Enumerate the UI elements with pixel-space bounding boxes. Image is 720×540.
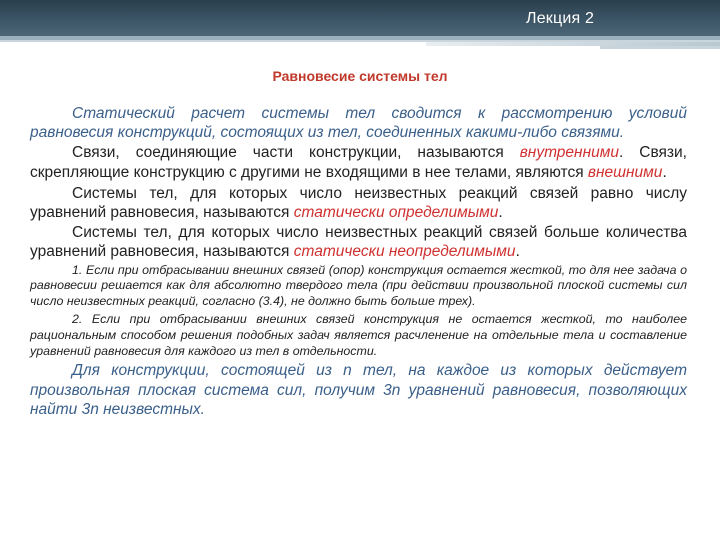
text: . Связи, скрепляющие конструкцию с другими не входящими в нее телами, являются: [30, 144, 687, 181]
paragraph-rule-1: 1. Если при отбрасывании внешних связей (опор) конструкция остается жесткой, то для нее задача о равновесии решается как для абсолютно твердого тела (при действии произвольной плоской системы сил число неизвестных реакций, согласно (3.4), не должно быть больше трех).: [30, 262, 687, 309]
text: .: [662, 163, 667, 181]
paragraph-indeterminate: [30, 223, 687, 261]
text: .: [498, 204, 503, 222]
slide-heading: Равновесие системы тел: [272, 68, 448, 84]
paragraph-determinate: [30, 184, 687, 222]
paragraph-conclusion: Для конструкции, состоящей из n тел, на каждое из которых действует произвольная плоская система сил, получим 3n уравнений равновесия, позволяющих найти 3n неизвестных.: [30, 362, 687, 418]
text: .: [515, 243, 520, 261]
term-internal: внутренними: [519, 144, 619, 162]
paragraph-intro: Статический расчет системы тел сводится к рассмотрению условий равновесия конструкций, состоящих из тел, соединенных какими-либо связями.: [30, 105, 687, 142]
paragraph-rule-2: 2. Если при отбрасывании внешних связей конструкция не остается жесткой, то наиболее рациональным способом решения подобных задач является расчленение на отдельные тела и составление уравнений равновесия для каждого из тел в отдельности.: [30, 312, 687, 358]
decorative-line-bottom: [600, 46, 720, 49]
text: Системы тел, для которых число неизвестных реакций связей больше количества уравнений равновесия, называются: [30, 224, 687, 261]
text: Связи, соединяющие части конструкции, называются: [72, 144, 520, 162]
text: Системы тел, для которых число неизвестных реакций связей равно числу уравнений равновесия, называются: [30, 184, 687, 222]
slide-body: [30, 104, 687, 419]
term-external: внешними: [587, 163, 663, 181]
paragraph-connections: [30, 143, 687, 181]
term-statically-indeterminate: статически неопределимыми: [293, 243, 516, 261]
lecture-label: Лекция 2: [526, 10, 595, 27]
header-bar: [0, 0, 720, 36]
term-statically-determinate: статически определимыми: [293, 204, 499, 222]
